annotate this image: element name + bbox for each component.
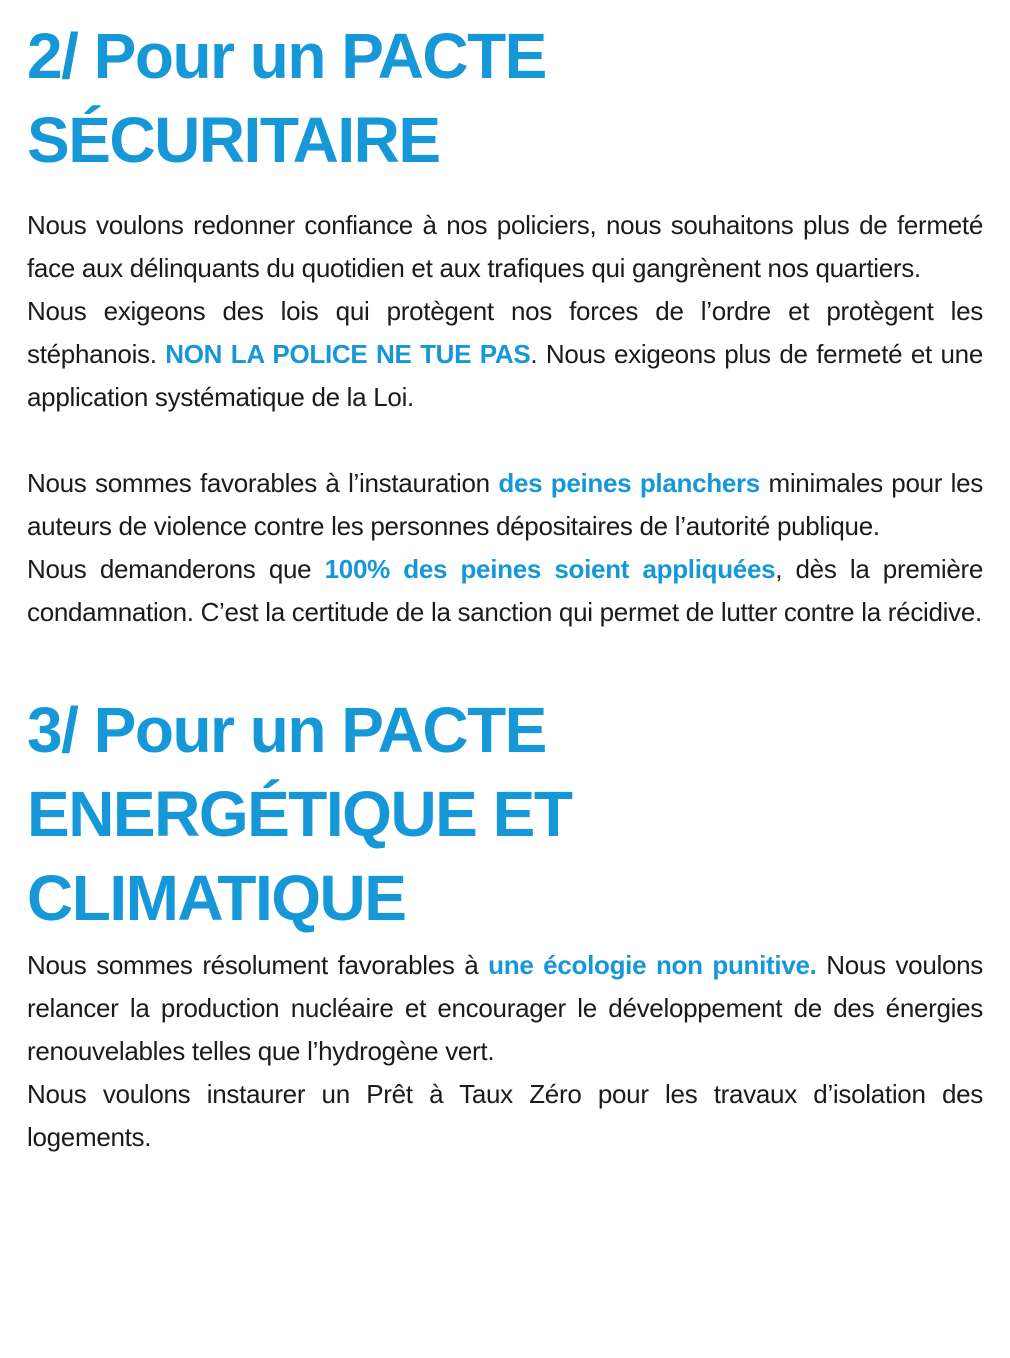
text-run: Nous sommes résolument favorables à [27,950,489,980]
paragraph-peines-planchers [27,462,983,548]
section-3-heading: 3/ Pour un PACTE ENERGÉTIQUE ET CLIMATIQUE [27,694,572,934]
text-run: . Nous exigeons plus de fermeté et une application systématique de la Loi. [27,339,984,412]
accent-text-run: 100% des peines soient appliquées [324,554,776,584]
text-run: Nous voulons relancer la production nucléaire et encourager le développement de des énergies renouvelables telles que l’hydrogène vert. [27,950,983,1066]
accent-text-run: NON LA POLICE NE TUE PAS [165,339,531,369]
section-pacte-securitaire [27,14,983,634]
accent-text-run: une écologie non punitive. [488,950,817,980]
paragraph-police-confiance [27,204,983,290]
accent-text-run: des peines planchers [498,468,760,498]
paragraph-peines-appliquees [27,548,983,634]
text-run: Nous sommes favorables à l’instauration [27,468,499,498]
section-pacte-energetique [27,688,983,1159]
text-run: Nous demanderons que [27,554,325,584]
paragraph-lois-protegent [27,290,983,419]
section-2-heading: 2/ Pour un PACTE SÉCURITAIRE [27,20,546,176]
text-run: , dès la première condamnation. C’est la certitude de la sanction qui permet de lutter contre la récidive. [27,554,983,627]
paragraph-ecologie-non-punitive [27,944,983,1073]
text-run: Nous exigeons des lois qui protègent nos forces de l’ordre et protègent les stéphanois. [27,296,983,369]
text-run: Nous voulons redonner confiance à nos policiers, nous souhaitons plus de fermeté face aux délinquants du quotidien et aux trafiques qui gangrènent nos quartiers. [27,210,983,283]
paragraph-pret-taux-zero [27,1073,983,1159]
text-run: minimales pour les auteurs de violence contre les personnes dépositaires de l’autorité publique. [27,468,983,541]
text-run: Nous voulons instaurer un Prêt à Taux Zéro pour les travaux d’isolation des logements. [27,1079,983,1152]
